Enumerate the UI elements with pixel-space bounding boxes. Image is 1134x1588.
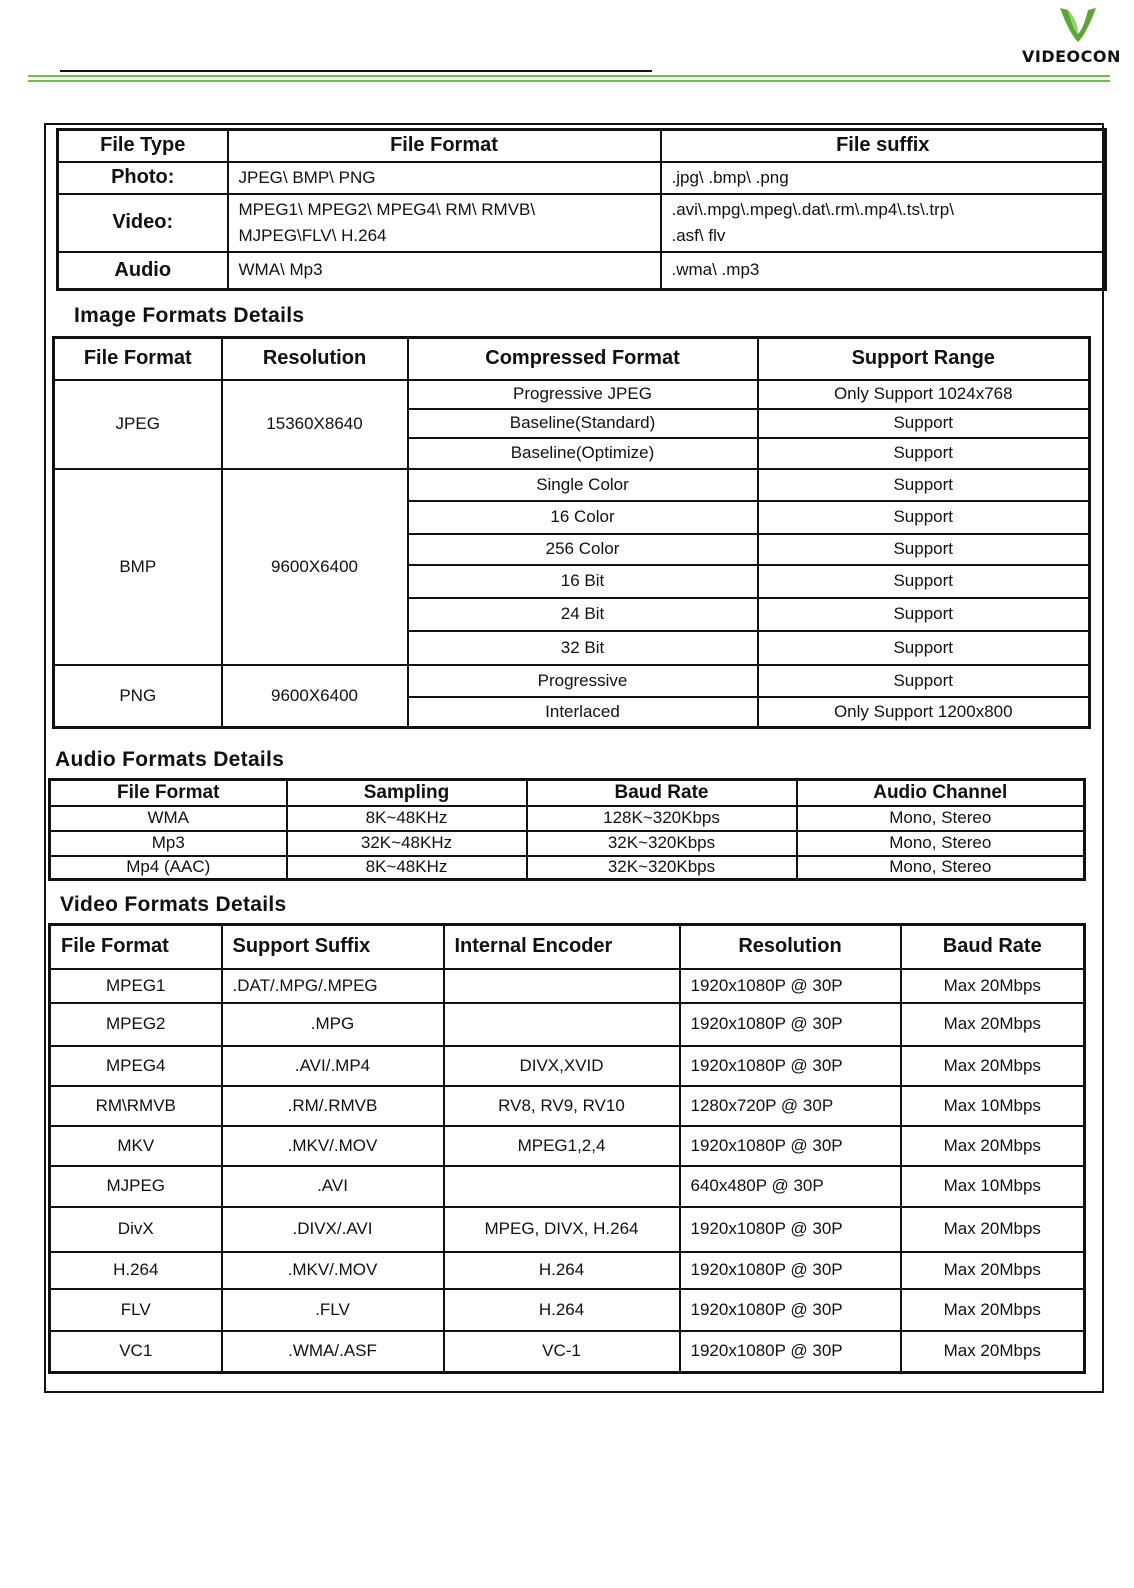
video-cell: 1920x1080P @ 30P	[680, 1126, 901, 1166]
support-range: Support	[758, 409, 1090, 438]
header-file-format: File Format	[228, 130, 661, 162]
compressed-format: 16 Color	[408, 501, 758, 534]
audio-cell: 8K~48KHz	[287, 806, 527, 831]
video-section-title: Video Formats Details	[60, 893, 287, 916]
videocon-logo	[1022, 2, 1134, 70]
header-col: File Format	[54, 338, 222, 380]
audio-cell: Mp3	[50, 831, 287, 856]
video-cell	[444, 1003, 680, 1046]
support-range: Support	[758, 665, 1090, 697]
support-range: Support	[758, 438, 1090, 469]
video-cell: MPEG4	[50, 1046, 222, 1086]
video-cell: Max 20Mbps	[901, 969, 1085, 1003]
image-formats-table	[52, 336, 1091, 729]
video-cell: Max 20Mbps	[901, 1207, 1085, 1252]
video-cell: H.264	[444, 1289, 680, 1331]
video-cell: Max 20Mbps	[901, 1126, 1085, 1166]
row-suffix-line: .asf\ flv	[671, 225, 726, 245]
brand-name: VIDEOCON	[1022, 47, 1121, 66]
header-col: File Format	[50, 780, 287, 806]
video-cell: Max 20Mbps	[901, 1046, 1085, 1086]
video-formats-table	[48, 923, 1086, 1374]
row-format: WMA\ Mp3	[228, 252, 661, 290]
compressed-format: 256 Color	[408, 534, 758, 565]
video-cell: DivX	[50, 1207, 222, 1252]
video-cell: FLV	[50, 1289, 222, 1331]
compressed-format: Progressive JPEG	[408, 380, 758, 409]
support-range: Only Support 1024x768	[758, 380, 1090, 409]
video-cell: MKV	[50, 1126, 222, 1166]
compressed-format: Single Color	[408, 469, 758, 501]
header-file-type: File Type	[58, 130, 228, 162]
image-format-name: JPEG	[54, 380, 222, 469]
row-suffix	[661, 194, 1106, 252]
support-range: Only Support 1200x800	[758, 697, 1090, 728]
header-col: Sampling	[287, 780, 527, 806]
video-cell: Max 20Mbps	[901, 1252, 1085, 1289]
video-cell: DIVX,XVID	[444, 1046, 680, 1086]
header-col: Baud Rate	[901, 925, 1085, 969]
header-col: Internal Encoder	[444, 925, 680, 969]
image-format-name: PNG	[54, 665, 222, 728]
video-cell: 640x480P @ 30P	[680, 1166, 901, 1207]
video-cell: .MPG	[222, 1003, 444, 1046]
video-cell	[444, 969, 680, 1003]
video-cell: 1920x1080P @ 30P	[680, 1207, 901, 1252]
video-cell: Max 20Mbps	[901, 1331, 1085, 1373]
video-cell: MPEG, DIVX, H.264	[444, 1207, 680, 1252]
video-cell: RV8, RV9, RV10	[444, 1086, 680, 1126]
support-range: Support	[758, 631, 1090, 665]
video-cell: .WMA/.ASF	[222, 1331, 444, 1373]
compressed-format: Progressive	[408, 665, 758, 697]
header-col: Resolution	[222, 338, 408, 380]
video-cell: VC1	[50, 1331, 222, 1373]
video-cell: MPEG1	[50, 969, 222, 1003]
compressed-format: 16 Bit	[408, 565, 758, 598]
row-suffix: .wma\ .mp3	[661, 252, 1106, 290]
audio-cell: Mono, Stereo	[797, 856, 1085, 880]
video-cell: .AVI/.MP4	[222, 1046, 444, 1086]
compressed-format: 32 Bit	[408, 631, 758, 665]
video-cell: .AVI	[222, 1166, 444, 1207]
video-cell: VC-1	[444, 1331, 680, 1373]
header-col: Support Range	[758, 338, 1090, 380]
audio-cell: Mono, Stereo	[797, 806, 1085, 831]
row-format: JPEG\ BMP\ PNG	[228, 162, 661, 194]
audio-formats-table	[48, 778, 1086, 881]
header-green-rule	[28, 75, 1110, 77]
header-file-suffix: File suffix	[661, 130, 1106, 162]
video-cell: 1280x720P @ 30P	[680, 1086, 901, 1126]
video-cell: 1920x1080P @ 30P	[680, 1003, 901, 1046]
compressed-format: Baseline(Standard)	[408, 409, 758, 438]
image-section-title: Image Formats Details	[74, 304, 305, 327]
support-range: Support	[758, 501, 1090, 534]
audio-cell: WMA	[50, 806, 287, 831]
header-col: Resolution	[680, 925, 901, 969]
video-cell: Max 10Mbps	[901, 1086, 1085, 1126]
row-type: Audio	[58, 252, 228, 290]
video-cell: 1920x1080P @ 30P	[680, 1331, 901, 1373]
support-range: Support	[758, 534, 1090, 565]
support-range: Support	[758, 469, 1090, 501]
video-cell: MPEG1,2,4	[444, 1126, 680, 1166]
support-range: Support	[758, 565, 1090, 598]
row-format	[228, 194, 661, 252]
support-range: Support	[758, 598, 1090, 631]
audio-cell: 8K~48KHz	[287, 856, 527, 880]
audio-cell: 32K~48KHz	[287, 831, 527, 856]
image-resolution: 15360X8640	[222, 380, 408, 469]
video-cell: Max 20Mbps	[901, 1289, 1085, 1331]
audio-cell: 32K~320Kbps	[527, 831, 797, 856]
row-type: Video:	[58, 194, 228, 252]
audio-cell: Mp4 (AAC)	[50, 856, 287, 880]
audio-cell: Mono, Stereo	[797, 831, 1085, 856]
video-cell: .MKV/.MOV	[222, 1126, 444, 1166]
row-format-line: MPEG1\ MPEG2\ MPEG4\ RM\ RMVB\	[238, 199, 536, 219]
video-cell: MPEG2	[50, 1003, 222, 1046]
header-divider	[60, 70, 652, 72]
audio-cell: 128K~320Kbps	[527, 806, 797, 831]
header-col: File Format	[50, 925, 222, 969]
header-col: Audio Channel	[797, 780, 1085, 806]
header-col: Baud Rate	[527, 780, 797, 806]
video-cell: .DIVX/.AVI	[222, 1207, 444, 1252]
file-type-table	[56, 128, 1107, 291]
header-col: Compressed Format	[408, 338, 758, 380]
video-cell: MJPEG	[50, 1166, 222, 1207]
video-cell: Max 20Mbps	[901, 1003, 1085, 1046]
video-cell: .FLV	[222, 1289, 444, 1331]
image-format-name: BMP	[54, 469, 222, 665]
row-suffix-line: .avi\.mpg\.mpeg\.dat\.rm\.mp4\.ts\.trp\	[671, 199, 954, 219]
video-cell: .MKV/.MOV	[222, 1252, 444, 1289]
row-suffix: .jpg\ .bmp\ .png	[661, 162, 1106, 194]
header-col: Support Suffix	[222, 925, 444, 969]
video-cell: 1920x1080P @ 30P	[680, 969, 901, 1003]
image-resolution: 9600X6400	[222, 665, 408, 728]
video-cell: .DAT/.MPG/.MPEG	[222, 969, 444, 1003]
video-cell: 1920x1080P @ 30P	[680, 1046, 901, 1086]
video-cell: RM\RMVB	[50, 1086, 222, 1126]
video-cell: .RM/.RMVB	[222, 1086, 444, 1126]
compressed-format: Interlaced	[408, 697, 758, 728]
video-cell: H.264	[444, 1252, 680, 1289]
videocon-v-icon	[1056, 2, 1100, 46]
audio-section-title: Audio Formats Details	[55, 748, 285, 771]
compressed-format: Baseline(Optimize)	[408, 438, 758, 469]
video-cell: H.264	[50, 1252, 222, 1289]
video-cell	[444, 1166, 680, 1207]
video-cell: 1920x1080P @ 30P	[680, 1252, 901, 1289]
row-type: Photo:	[58, 162, 228, 194]
compressed-format: 24 Bit	[408, 598, 758, 631]
header-green-rule	[28, 80, 1110, 82]
row-format-line: MJPEG\FLV\ H.264	[238, 225, 387, 245]
video-cell: Max 10Mbps	[901, 1166, 1085, 1207]
audio-cell: 32K~320Kbps	[527, 856, 797, 880]
image-resolution: 9600X6400	[222, 469, 408, 665]
video-cell: 1920x1080P @ 30P	[680, 1289, 901, 1331]
